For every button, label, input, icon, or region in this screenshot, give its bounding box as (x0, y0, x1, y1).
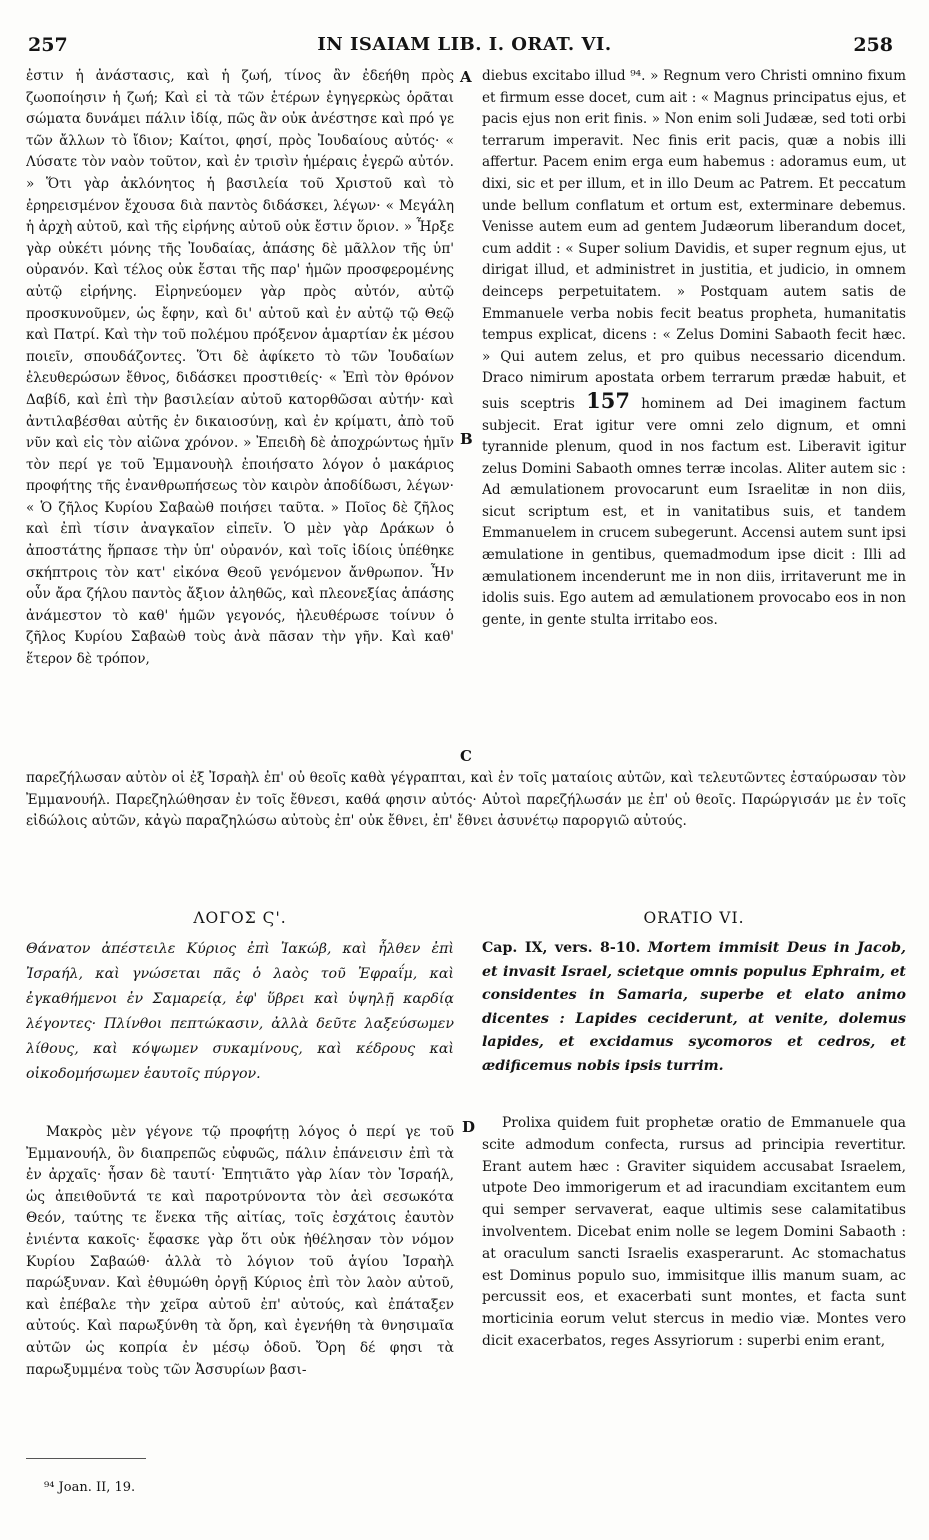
latin-text-part-1: diebus excitabo illud ⁹⁴. » Regnum vero Christi omnino fixum et firmum esse docet, cum ait : « Magnus principatus ejus, et pacis ejus non erit finis. » Non enim soli Judææ, sed toti orbi terrarum imperavit. Nec finis erit pacis, quæ a nobis illi affertur. Pacem enim erga eum habemus : adoramus eum, ut dixi, sic et per illum, et in illo Deum ac Patrem. Et peccatum unde bellum conflatum et ortum est, exterminare debemus. Venisse autem eum ad gentem Judæorum liberandum docet, cum addit : « Super solium Davidis, et super regnum ejus, ut dirigat illud, et administret in justitia, et judicio, in omnem deinceps perpetuitatem. » Postquam autem satis de Emmanuele verba nobis fecit beatus propheta, humanitatis tempus explicat, dicens : « Zelus Domini Sabaoth fecit hæc. » Qui autem zelus, et pro quibus necessario dicendum. Draco nimirum apostata orbem terrarum prædæ habuit, et suis sceptris (482, 68, 906, 412)
greek-column-continuation (26, 66, 454, 766)
section-title-latin: ORATIO VI. (643, 909, 745, 927)
scripture-lemma-greek: Θάνατον ἀπέστειλε Κύριος ἐπὶ Ἰακώβ, καὶ ἦλθεν ἐπὶ Ἰσραήλ, καὶ γνώσεται πᾶς ὁ λαὸς τοῦ Ἐφραΐμ, καὶ ἐγκαθήμενοι ἐν Σαμαρείᾳ, ἐφ' ὕβρει καὶ ὑψηλῇ καρδίᾳ λέγοντες· Πλίνθοι πεπτώκασιν, ἀλλὰ δεῦτε λαξεύσωμεν λίθους, καὶ κόψωμεν συκαμίνους, καὶ κέδρους καὶ οἰκοδομήσωμεν ἑαυτοῖς πύργον. (26, 941, 454, 1082)
latin-column-continuation (482, 66, 906, 766)
footnote-divider (26, 1458, 146, 1459)
scripture-lemma-latin (482, 937, 906, 1087)
margin-letter-c: C (460, 747, 472, 765)
latin-paragraph (482, 66, 906, 631)
section-title-greek: ΛΟΓΟΣ Ϛ'. (193, 909, 287, 927)
greek-paragraph: ἐστιν ἡ ἀνάστασις, καὶ ἡ ζωή, τίνος ἂν ἐδεήθη πρὸς ζωοποίησιν ἡ ζωή; Καὶ εἰ τὰ τῶν ἑτέρων ἐγηγερκὼς ὁρᾶται σώματα δυνάμει πάλιν ἰδίᾳ, πῶς ἂν οὐκ ἀνέστησε καὶ πρό γε τῶν ἄλλων τὸ ἴδιον; Καίτοι, φησί, πρὸς Ἰουδαίους αὐτός· « Λύσατε τὸν ναὸν τοῦτον, καὶ ἐν τρισὶν ἡμέραις ἐγερῶ αὐτόν. » Ὅτι γὰρ ἀκλόνητος ἡ βασιλεία τοῦ Χριστοῦ καὶ τὸ ἐρηρεισμένον ἔχουσα διὰ παντὸς διδάσκει, λέγων· « Μεγάλη ἡ ἀρχὴ αὐτοῦ, καὶ τῆς εἰρήνης αὐτοῦ οὐκ ἔστιν ὅριον. » Ἦρξε γὰρ οὐκέτι μόνης τῆς Ἰουδαίας, ἁπάσης δὲ μᾶλλον τῆς ὑπ' οὐρανόν. Καὶ τέλος οὐκ ἔσται τῆς παρ' ἡμῶν προσφερομένης αὐτῷ εἰρήνης. Εἰρηνεύομεν γὰρ πρὸς αὐτόν, αὐτῷ προσκυνοῦμεν, ὡς ἔφην, καὶ δι' αὐτοῦ καὶ ἐν αὐτῷ τῷ Θεῷ καὶ Πατρί. Καὶ τὴν τοῦ πολέμου πρόξενον ἁμαρτίαν ἐκ μέσου ποιεῖν, σπουδάζοντες. Ὅτι δὲ ἀφίκετο τὸ τῶν Ἰουδαίων ἐλευθερώσων ἔθνος, διδάσκει προστιθείς· « Ἐπὶ τὸν θρόνον Δαβίδ, καὶ ἐπὶ τὴν βασιλείαν αὐτοῦ κατορθῶσαι αὐτήν· καὶ ἀντιλαβέσθαι αὐτῆς ἐν δικαιοσύνῃ, καὶ ἐν κρίματι, ἀπὸ τοῦ νῦν καὶ εἰς τὸν αἰῶνα χρόνον. » Ἐπειδὴ δὲ ἀποχρώντως ἡμῖν τὸν περί γε τοῦ Ἐμμανουὴλ ἐποιήσατο λόγον ὁ μακάριος προφήτης τῆς ἐνανθρωπήσεως τὸν καιρὸν ἀποδίδωσι, λέγων· « Ὁ ζῆλος Κυρίου Σαβαὼθ ποιήσει ταῦτα. » Ποῖος δὲ ζῆλος καὶ ἐπὶ τίσιν ἀναγκαῖον εἰπεῖν. Ὁ μὲν γὰρ Δράκων ὁ ἀποστάτης ἥρπασε τὴν ὑπ' οὐρανόν, καὶ τοῖς ἰδίοις ὑπέθηκε σκήπτροις τὸν κατ' εἰκόνα Θεοῦ γενόμενον ἄνθρωπον. Ἦν οὖν ἄρα ζήλου παντὸς ἄξιον ἀληθῶς, καὶ πλεονεξίας ἁπάσης ἀνάμεστον τὸ καθ' ἡμῶν γεγονός, ἠλευθέρωσε τοίνυν ὁ ζῆλος Κυρίου Σαβαὼθ τοὺς ἀνὰ πᾶσαν τὴν γῆν. Καὶ καθ' ἕτερον δὲ τρόπον, (26, 68, 454, 668)
chapter-verse-reference: Cap. IX, vers. 8-10. (482, 940, 641, 956)
margin-letter-a: A (460, 68, 472, 86)
latin-text-part-2: hominem ad Dei imaginem factum subjecit. Erat igitur vere omni zelo dignum, et omni tyrannide plenum, quod in nos factum est. Liberavit igitur zelus Domini Sabaoth omnes terræ incolas. Aliter autem sic : Ad æmulationem provocarunt eum Israelitæ in non diis, sicut scriptum est, et in vanitatibus suis, et tandem Emmanuelem in crucem subegerunt. Accensi autem sunt ipsi æmulatione in gentibus, quemadmodum ipse dicit : Illi ad æmulationem incenderunt me in non diis, irritaverunt me in idolis suis. Ego autem ad æmulationem provocabo eos in non gente, in gente stulta irritabo eos. (482, 395, 906, 628)
commentary-latin: Prolixa quidem fuit prophetæ oratio de Emmanuele qua scite admodum confecta, rursus ad principia revertitur. Erant autem hæc : Graviter siquidem accusabat Israelem, utpote Deo immorigerum et ad iracundiam excitantem eum qui semper servaverat, eaque ultimis sese calamitatibus involventem. Dicebat enim nolle se legem Domini Sabaoth : at oraculum sancti Israelis exasperarunt. Ac stomachatus est Dominus populo suo, immisitque illis manum suam, ac percussit eos, et exacerbati sunt montes, et facta sunt morticinia eorum velut stercus in medio viæ. Montes vero dicit exacerbatos, reges Assyriorum : superbi enim erant, (482, 1115, 906, 1349)
page-number-left: 257 (28, 34, 68, 56)
column-number: 157 (586, 387, 630, 413)
page-number-right: 258 (853, 34, 893, 56)
margin-letter-d: D (462, 1118, 476, 1136)
lemma-latin-text: Mortem immisit Deus in Jacob, et invasit Israel, scietque omnis populus Ephraim, et considentes in Samaria, superbe et elato animo dicentes : Lapides ceciderunt, at venite, dolemus lapides, et excidamus sycomoros et cedros, et ædificemus nobis ipsis turrim. (482, 940, 906, 1074)
commentary-greek: Μακρὸς μὲν γέγονε τῷ προφήτῃ λόγος ὁ περί γε τοῦ Ἐμμανουήλ, ὃν διαπρεπῶς εὐφυῶς, πάλιν ἐπάνεισιν ἐπὶ τὰ ἐν ἀρχαῖς· ἦσαν δὲ ταυτί· Ἐπητιᾶτο γὰρ λίαν τὸν Ἰσραήλ, ὡς ἀπειθοῦντά τε καὶ παροτρύνοντα τὸν ἀεὶ σεσωκότα Θεόν, ταύτης τε ἕνεκα τῆς αἰτίας, τοῖς ἐσχάτοις ἑαυτὸν ἐνιέντα κακοῖς· ἔφασκε γὰρ ὅτι οὐκ ἠθέλησαν τὸν νόμον Κυρίου Σαβαώθ· ἀλλὰ τὸ λόγιον τοῦ ἁγίου Ἰσραὴλ παρώξυναν. Καὶ ἐθυμώθη ὀργῇ Κύριος ἐπὶ τὸν λαὸν αὐτοῦ, καὶ ἐπέβαλε τὴν χεῖρα αὐτοῦ ἐπ' αὐτούς, καὶ ἐπάταξεν αὐτούς. Καὶ παρωξύνθη τὰ ὄρη, καὶ ἐγενήθη τὰ θνησιμαῖα αὐτῶν ὡς κοπρία ἐν μέσῳ ὁδοῦ. Ὄρη δέ φησι τὰ παρωξυμμένα τοὺς τῶν Ἀσσυρίων βασι- (26, 1124, 454, 1378)
footnote: ⁹⁴ Joan. II, 19. (44, 1480, 136, 1495)
page-header (0, 34, 929, 64)
running-title: IN ISAIAM LIB. I. ORAT. VI. (317, 34, 612, 55)
margin-letter-b: B (460, 430, 473, 448)
greek-full-width-text: παρεζήλωσαν αὐτὸν οἱ ἐξ Ἰσραὴλ ἐπ' οὐ θεοῖς καθὰ γέγραπται, καὶ ἐν τοῖς ματαίοις αὐτῶν, καὶ τελευτῶντες ἐσταύρωσαν τὸν Ἐμμανουήλ. Παρεζηλώθησαν ἐν τοῖς ἔθνεσι, καθά φησιν αὐτός· Αὐτοὶ παρεζήλωσάν με ἐπ' οὐ θεοῖς. Παρώργισάν με ἐν τοῖς εἰδώλοις αὐτῶν, κἀγὼ παραζηλώσω αὐτοὺς ἐπ' οὐκ ἔθνει, ἐπ' ἔθνει ἀσυνέτῳ παροργιῶ αὐτούς. (26, 770, 906, 830)
